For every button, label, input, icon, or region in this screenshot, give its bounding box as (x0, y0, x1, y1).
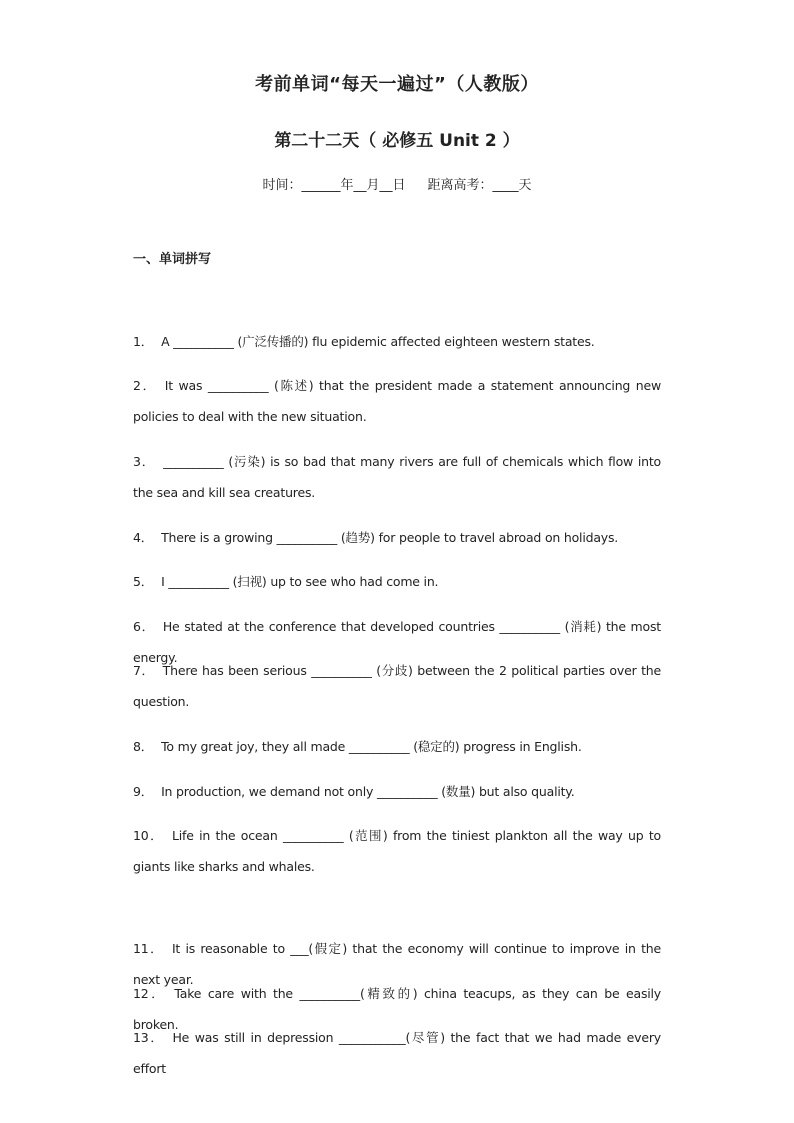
question-text: There has been serious __________ (分歧) between the 2 political parties over the question. (133, 663, 662, 709)
question-text: There is a growing __________ (趋势) for people to travel abroad on holidays. (161, 530, 619, 545)
question-text: __________ (污染) is so bad that many rivers are full of chemicals which flow into the sea and kill sea creatures. (133, 454, 661, 500)
question-number: 1． (133, 334, 154, 349)
question-item (133, 522, 661, 553)
time-label: 时间：______年__月__日 (262, 178, 406, 193)
question-item (133, 1022, 661, 1084)
question-item (133, 820, 661, 882)
question-number: 12． (133, 986, 167, 1001)
question-text: I __________ (扫视) up to see who had come in. (161, 574, 439, 589)
question-number: 4． (133, 530, 154, 545)
question-text: Take care with the __________(精致的) china teacups, as they can be easily broken. (133, 986, 661, 1032)
question-number: 7． (133, 663, 155, 678)
question-number: 13． (133, 1030, 165, 1045)
question-number: 9． (133, 784, 154, 799)
gaokao-countdown-label: 距离高考：____天 (427, 178, 532, 193)
question-number: 6． (133, 619, 155, 634)
question-text: To my great joy, they all made __________ (稳定的) progress in English. (161, 739, 582, 754)
question-text: Life in the ocean __________ (范围) from the tiniest plankton all the way up to giants like sharks and whales. (133, 828, 661, 874)
question-number: 2． (133, 378, 157, 393)
question-text: A __________ (广泛传播的) flu epidemic affected eighteen western states. (161, 334, 595, 349)
document-title: 考前单词“每天一遍过”（人教版） (255, 74, 539, 95)
question-text: In production, we demand not only __________ (数量) but also quality. (161, 784, 575, 799)
question-item (133, 655, 661, 717)
question-item (133, 566, 661, 597)
document-subtitle: 第二十二天（ 必修五 Unit 2 ） (274, 131, 520, 151)
question-item (133, 370, 661, 432)
question-item (133, 326, 661, 357)
question-text: He stated at the conference that developed countries __________ (消耗) the most energy. (133, 619, 661, 665)
question-text: It is reasonable to ___(假定) that the economy will continue to improve in the next year. (133, 941, 661, 987)
question-item (133, 446, 661, 508)
question-number: 10． (133, 828, 165, 843)
question-number: 11． (133, 941, 164, 956)
question-number: 3． (133, 454, 156, 469)
date-line (0, 174, 794, 193)
question-item (133, 776, 661, 807)
question-number: 5． (133, 574, 154, 589)
question-number: 8． (133, 739, 154, 754)
question-text: He was still in depression ___________(尽管) the fact that we had made every effort (133, 1030, 661, 1076)
question-text: It was __________ (陈述) that the president made a statement announcing new policies to deal with the new situation. (133, 378, 661, 424)
question-item (133, 731, 661, 762)
section-heading: 一、单词拼写 (133, 252, 212, 267)
